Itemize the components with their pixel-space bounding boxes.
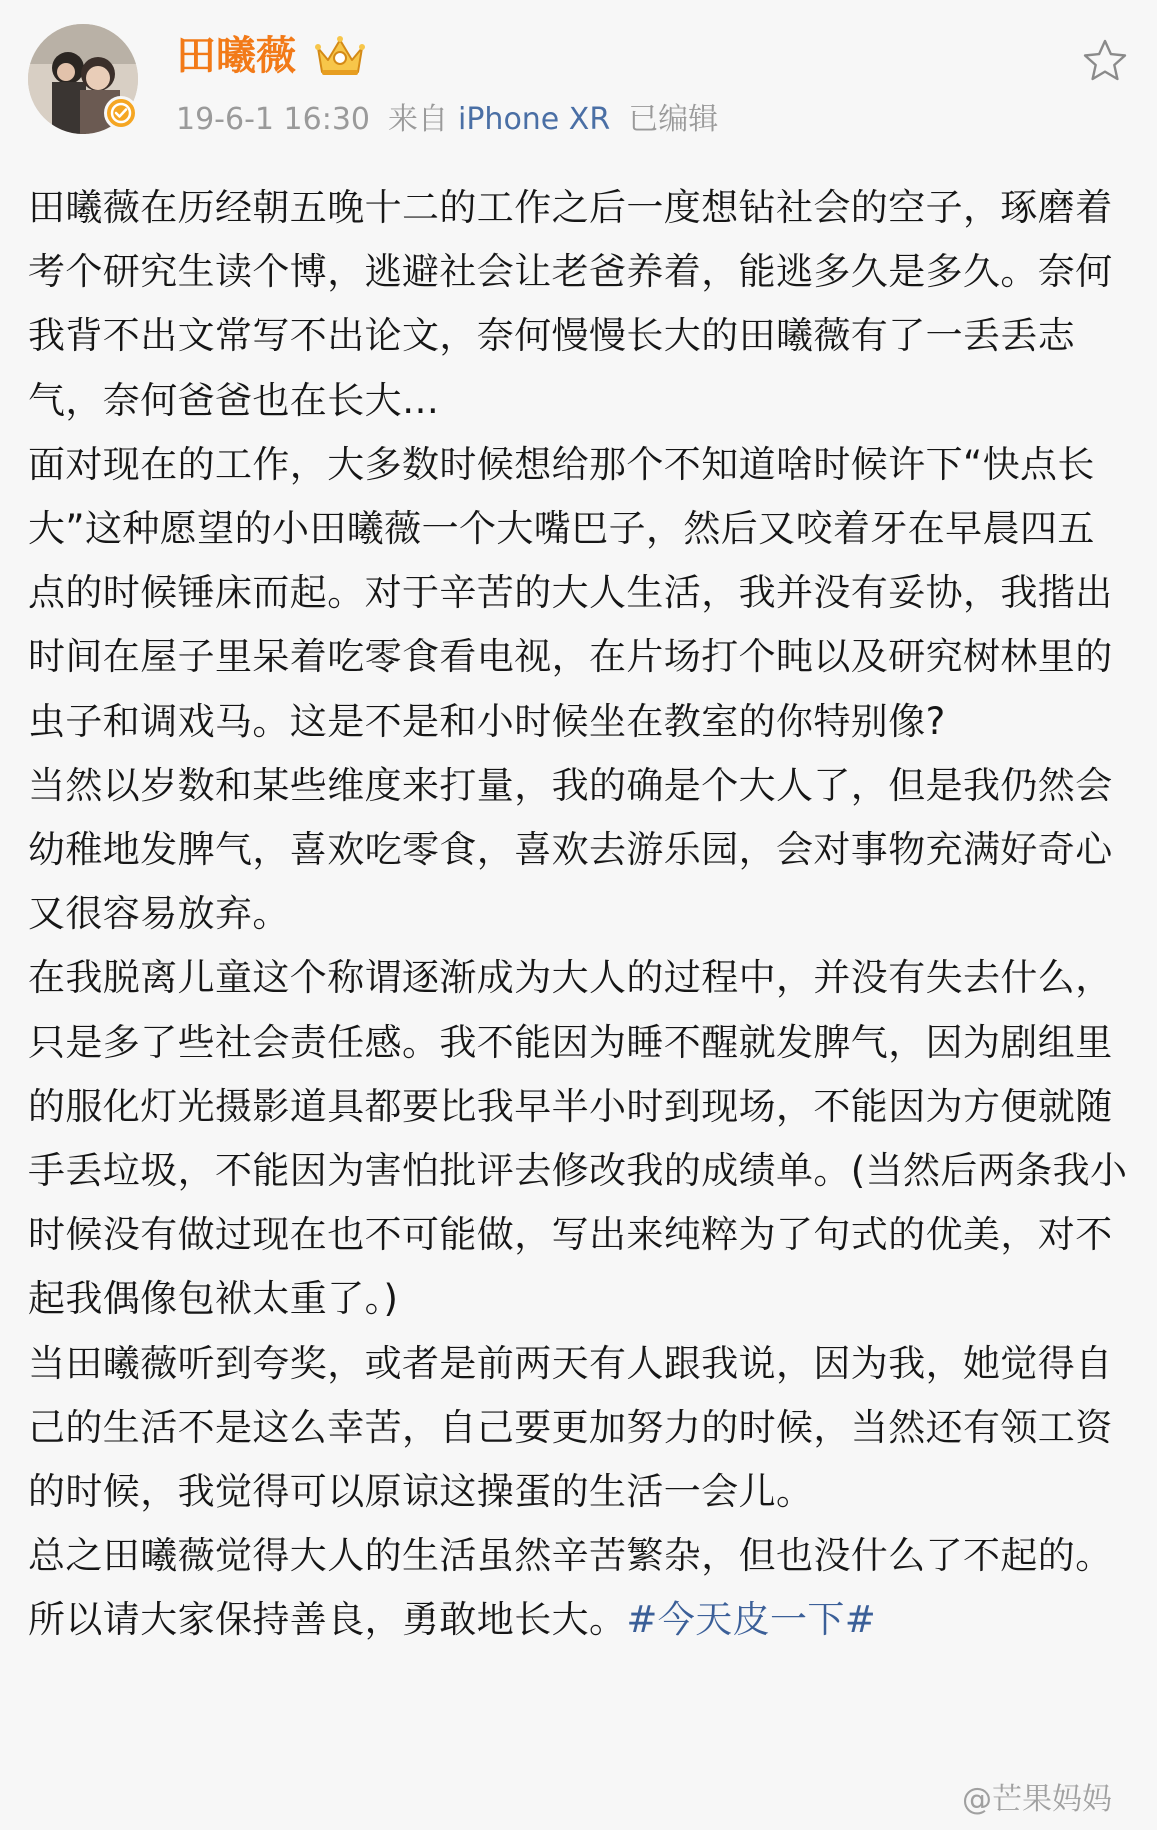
hashtag-link[interactable]: #今天皮一下#: [626, 1598, 877, 1642]
source-prefix: 来自: [388, 102, 448, 137]
verified-badge-icon: [104, 96, 138, 130]
post-paragraph: 面对现在的工作，大多数时候想给那个不知道啥时候许下“快点长大”这种愿望的小田曦薇一个大嘴巴子，然后又咬着牙在早晨四五点的时候锤床而起。对于辛苦的大人生活，我并没有妥协，我揩出时间在屋子里呆着吃零食看电视，在片场打个盹以及研究树林里的虫子和调戏马。这是不是和小时候坐在教室的你特别像?: [28, 442, 1113, 743]
post-paragraph-text: 总之田曦薇觉得大人的生活虽然辛苦繁杂，但也没什么了不起的。所以请大家保持善良，勇敢地长大。: [28, 1534, 1113, 1642]
post-body: [28, 176, 1130, 1653]
post-paragraph: 当然以岁数和某些维度来打量，我的确是个大人了，但是我仍然会幼稚地发脾气，喜欢吃零食，喜欢去游乐园，会对事物充满好奇心又很容易放弃。: [28, 763, 1113, 936]
device-link[interactable]: iPhone XR: [458, 102, 611, 137]
star-icon[interactable]: [1080, 36, 1130, 86]
post-meta: [176, 100, 736, 140]
post-timestamp: 19-6-1 16:30: [176, 102, 370, 137]
edited-label[interactable]: 已编辑: [628, 102, 719, 137]
post-header: [0, 0, 1157, 160]
crown-icon[interactable]: [314, 34, 366, 78]
post-paragraph: 在我脱离儿童这个称谓逐渐成为大人的过程中，并没有失去什么，只是多了些社会责任感。我不能因为睡不醒就发脾气，因为剧组里的服化灯光摄影道具都要比我早半小时到现场，不能因为方便就随手丢垃圾，不能因为害怕批评去修改我的成绩单。(当然后两条我小时候没有做过现在也不可能做，写出来纯粹为了句式的优美，对不起我偶像包袱太重了。): [28, 956, 1128, 1321]
watermark: @芒果妈妈: [962, 1782, 1112, 1817]
post-paragraph: 田曦薇在历经朝五晚十二的工作之后一度想钻社会的空子，琢磨着考个研究生读个博，逃避社会让老爸养着，能逃多久是多久。奈何我背不出文常写不出论文，奈何慢慢长大的田曦薇有了一丢丢志气，奈何爸爸也在长大…: [28, 186, 1113, 422]
post-paragraph-last: [28, 1524, 1130, 1652]
post-paragraph: 当田曦薇听到夸奖，或者是前两天有人跟我说，因为我，她觉得自己的生活不是这么幸苦，自己要更加努力的时候，当然还有领工资的时候，我觉得可以原谅这操蛋的生活一会儿。: [28, 1341, 1113, 1514]
author-name[interactable]: 田曦薇: [176, 33, 296, 79]
